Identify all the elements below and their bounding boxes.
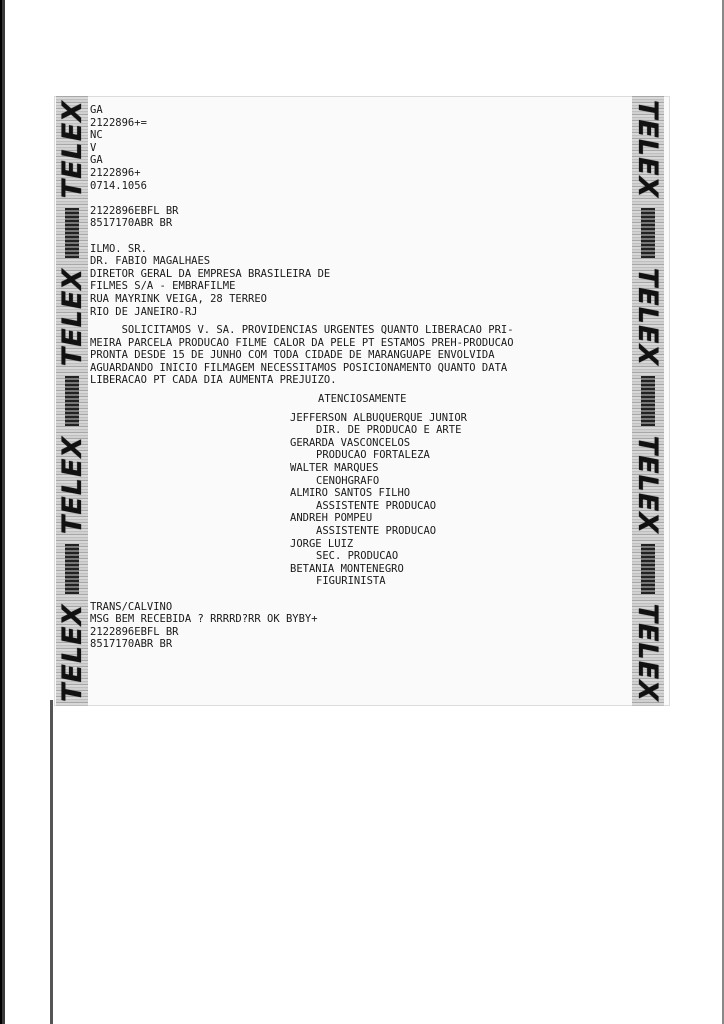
telex-strip-word: TELEX bbox=[56, 267, 88, 367]
header-line: V bbox=[90, 141, 97, 154]
message-line: SOLICITAMOS V. SA. PROVIDENCIAS URGENTES QUANTO LIBERACAO PRI- bbox=[90, 324, 514, 337]
signatory-name: JEFFERSON ALBUQUERQUE JUNIOR bbox=[290, 411, 468, 424]
header-line: 2122896+= bbox=[90, 116, 147, 129]
header-timestamp: 0714.1056 bbox=[90, 179, 147, 192]
recipient-line: RIO DE JANEIRO-RJ bbox=[90, 305, 198, 318]
telex-strip-word: TELEX bbox=[56, 603, 88, 702]
message-text bbox=[90, 324, 630, 387]
telex-strip-word: TELEX bbox=[632, 603, 664, 702]
scan-left-edge bbox=[0, 0, 54, 1024]
telex-strip-bar bbox=[65, 208, 79, 258]
telex-strip-right-content bbox=[632, 96, 664, 706]
telex-strip-bar bbox=[65, 376, 79, 426]
recipient-address bbox=[90, 243, 630, 319]
telex-strip-word: TELEX bbox=[56, 435, 88, 535]
signatory-role: DIR. DE PRODUCAO E ARTE bbox=[316, 424, 462, 437]
header-line: 2122896+ bbox=[90, 166, 141, 179]
telex-strip-left-content bbox=[56, 96, 88, 706]
closing-salutation: ATENCIOSAMENTE bbox=[318, 393, 407, 406]
recipient-line: DIRETOR GERAL DA EMPRESA BRASILEIRA DE bbox=[90, 267, 331, 280]
header-line: NC bbox=[90, 129, 103, 142]
answerback-top bbox=[90, 205, 630, 230]
signatory-role: PRODUCAO FORTALEZA bbox=[316, 449, 430, 462]
signatory-role: SEC. PRODUCAO bbox=[316, 550, 399, 563]
signatory-role: ASSISTENTE PRODUCAO bbox=[316, 499, 437, 512]
recipient-line: FILMES S/A - EMBRAFILME bbox=[90, 280, 236, 293]
recipient-line: DR. FABIO MAGALHAES bbox=[90, 255, 211, 268]
telex-strip-bar bbox=[641, 208, 655, 258]
telex-strip-word: TELEX bbox=[632, 267, 664, 367]
spacer bbox=[90, 192, 630, 205]
signatory-role: CENOHGRAFO bbox=[316, 474, 380, 487]
spacer bbox=[90, 588, 630, 601]
closing-block bbox=[90, 393, 630, 406]
message-line: PRONTA DESDE 15 DE JUNHO COM TODA CIDADE DE MARANGUAPE ENVOLVIDA bbox=[90, 349, 495, 362]
telex-strip-left bbox=[56, 96, 88, 706]
recipient-line: ILMO. SR. bbox=[90, 242, 147, 255]
footer-line: 2122896EBFL BR bbox=[90, 625, 179, 638]
telex-strip-bar bbox=[65, 544, 79, 594]
telex-message-body bbox=[90, 104, 630, 651]
message-line: LIBERACAO PT CADA DIA AUMENTA PREJUIZO. bbox=[90, 374, 337, 387]
telex-strip-bar bbox=[641, 376, 655, 426]
signatory-name: ANDREH POMPEU bbox=[290, 512, 373, 525]
signatory-role: ASSISTENTE PRODUCAO bbox=[316, 525, 437, 537]
footer-line: 8517170ABR BR bbox=[90, 638, 173, 651]
signatory-role: FIGURINISTA bbox=[316, 575, 386, 588]
header-line: GA bbox=[90, 104, 103, 116]
message-line: AGUARDANDO INICIO FILMAGEM NECESSITAMOS POSICIONAMENTO QUANTO DATA bbox=[90, 361, 508, 374]
signatory-name: BETANIA MONTENEGRO bbox=[290, 562, 404, 575]
telex-strip-bar bbox=[641, 544, 655, 594]
message-line: MEIRA PARCELA PRODUCAO FILME CALOR DA PELE PT ESTAMOS PREH-PRODUCAO bbox=[90, 336, 514, 349]
spacer bbox=[90, 230, 630, 243]
footer-line: MSG BEM RECEBIDA ? RRRRD?RR OK BYBY+ bbox=[90, 613, 318, 626]
telex-strip-right bbox=[632, 96, 664, 706]
telex-strip-word: TELEX bbox=[56, 100, 88, 199]
answerback-line: 2122896EBFL BR bbox=[90, 204, 179, 217]
signatory-name: JORGE LUIZ bbox=[290, 537, 354, 550]
footer-line: TRANS/CALVINO bbox=[90, 600, 173, 613]
signatories bbox=[90, 412, 630, 588]
recipient-line: RUA MAYRINK VEIGA, 28 TERREO bbox=[90, 292, 268, 305]
telex-strip-word: TELEX bbox=[632, 435, 664, 535]
signatory-name: ALMIRO SANTOS FILHO bbox=[290, 487, 411, 500]
transmission-footer bbox=[90, 601, 630, 651]
header-line: GA bbox=[90, 154, 103, 167]
routing-header bbox=[90, 104, 630, 192]
scan-top-margin bbox=[0, 0, 724, 96]
signatory-name: GERARDA VASCONCELOS bbox=[290, 436, 411, 449]
signatory-name: WALTER MARQUES bbox=[290, 462, 379, 475]
answerback-line: 8517170ABR BR bbox=[90, 217, 173, 230]
telex-strip-word: TELEX bbox=[632, 100, 664, 199]
